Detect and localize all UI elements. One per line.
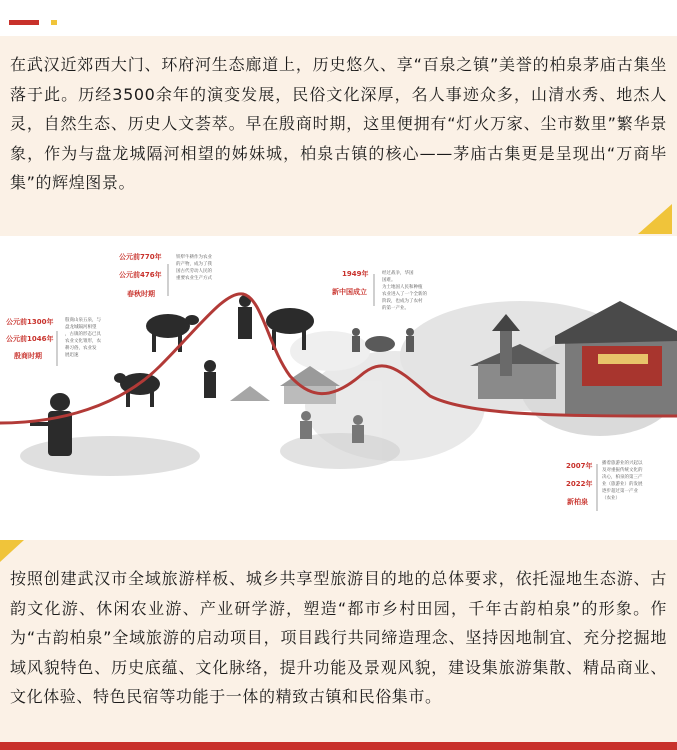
era-desc-line: 的第一产业。 [382, 306, 409, 311]
era-desc-line: 重要农业生产方式 [176, 276, 212, 281]
era-desc-line: 经过战争，华国 [382, 271, 414, 276]
era-label: 春秋时期 [127, 290, 155, 298]
era-desc-line: 盘龙城隔河相望 [65, 325, 97, 330]
date-label: 公元前1046年 [6, 335, 54, 343]
era-desc-line: 播着旅游业的兴起以 [602, 461, 643, 466]
era-desc-line: 铁犁牛耕作为农业 [176, 255, 212, 260]
date-label: 公元前1300年 [6, 318, 54, 326]
body-panel [0, 540, 677, 742]
era-desc-line: 决心，柏泉的第三产 [602, 475, 643, 480]
corner-triangle [0, 540, 24, 562]
bottom-accent-bar [0, 742, 677, 750]
era-desc-line: 耕习俗，农业发 [65, 346, 97, 351]
era-desc-line: 业（旅游业）的发展 [602, 482, 643, 487]
reeds-ground [20, 433, 400, 476]
history-timeline-illustration [0, 236, 677, 540]
era-desc-line: 国古代劳动人民的 [176, 269, 212, 274]
body-paragraph: 按照创建武汉市全域旅游样板、城乡共享型旅游目的地的总体要求，依托湿地生态游、古韵文化游、休闲农业游、产业研学游，塑造“都市乡村田园，千年古韵柏泉”的形象。作为“古韵柏泉”全域旅游的启动项目，项目践行共同缔造理念、坚持因地制宜、充分挖掘地域风貌特色、历史底蕴、文化脉络，提升功能及景观风貌，建设集旅游集散、精品商业、文化体验、特色民宿等功能于一体的精致古镇和民俗集市。 [10, 569, 667, 706]
era-label: 殷商时期 [14, 352, 42, 360]
era-newchina [332, 269, 427, 311]
top-decoration [0, 0, 677, 30]
era-desc-line: （农业） [602, 496, 620, 501]
era-desc-line: 阶段，也成为了农村 [382, 299, 423, 304]
era-desc-line: 及对重振传统文化的 [602, 468, 643, 473]
date-label: 公元前770年 [119, 253, 162, 261]
era-desc-line: 殷商山泉五泉，与 [65, 318, 101, 323]
era-desc-line: 国难。 [382, 278, 396, 283]
era-desc-line: 展迅速 [65, 353, 79, 358]
red-accent-bar [9, 20, 39, 25]
era-modern [566, 459, 643, 506]
intro-paragraph: 在武汉近郊西大门、环府河生态廊道上，历史悠久、享“百泉之镇”美誉的柏泉茅庙古集坐落于此。历经3500余年的演变发展，民俗文化深厚，名人事迹众多，山清水秀、地杰人灵，自然生态、历史人文荟萃。早在殷商时期，这里便拥有“灯火万家、尘市数里”繁华景象，作为与盘龙城隔河相望的姊妹城，柏泉古镇的核心——茅庙古集更是呈现出“万商毕集”的辉煌图景。 [10, 55, 667, 192]
era-label: 新中国成立 [332, 288, 367, 296]
era-desc-line: 逐步超过第一产业 [602, 489, 638, 494]
era-label: 新柏泉 [567, 498, 588, 506]
yellow-accent-bar [51, 20, 57, 25]
timeline-svg [0, 236, 677, 540]
corner-triangle [638, 204, 672, 234]
village-houses [230, 366, 340, 404]
era-desc-line: ，古镇的形态已具 [65, 332, 101, 337]
era-desc-line: 为土地国人民和种植 [382, 285, 423, 290]
era-shang [5, 316, 101, 360]
era-desc-line: 农业文化雏形，农 [65, 339, 101, 344]
era-chunqiu [118, 252, 212, 298]
date-label: 公元前476年 [119, 271, 162, 279]
era-desc-line: 的产物，成为了我 [176, 262, 212, 267]
date-label: 1949年 [342, 270, 369, 278]
date-label: 2022年 [566, 480, 593, 488]
date-label: 2007年 [566, 462, 593, 470]
intro-panel [0, 36, 677, 236]
era-desc-line: 农业进入了一个全新的 [382, 292, 427, 297]
